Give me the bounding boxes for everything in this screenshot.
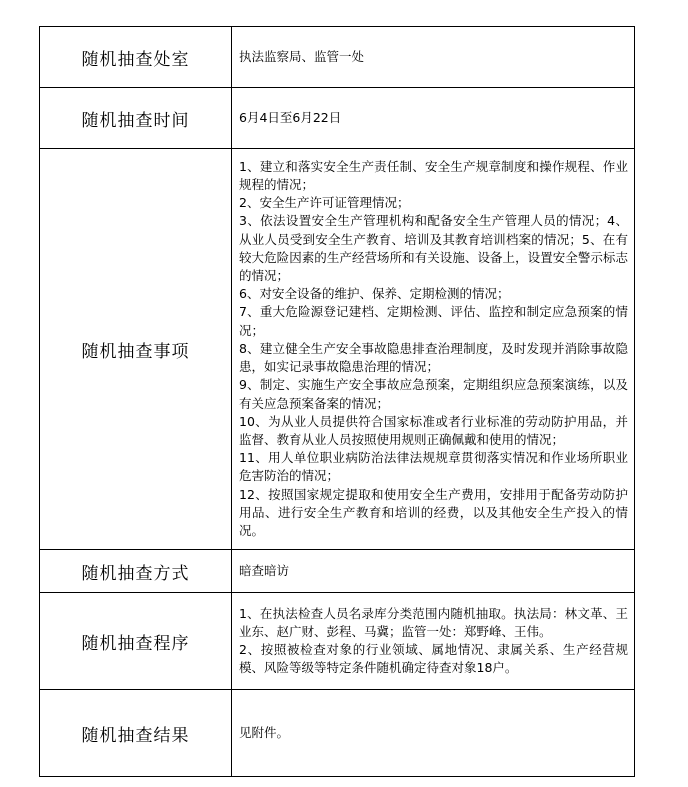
inspection-item: 12、按照国家规定提取和使用安全生产费用，安排用于配备劳动防护用品、进行安全生产教育和培训的经费，以及其他安全生产投入的情况。 — [239, 486, 628, 538]
table-row-items — [40, 149, 635, 550]
inspection-item: 9、制定、实施生产安全事故应急预案，定期组织应急预案演练，以及有关应急预案备案的情况； — [239, 377, 628, 411]
row-label-time: 随机抽查时间 — [40, 88, 232, 149]
table-row-department — [40, 27, 635, 88]
inspection-info-sheet — [39, 26, 635, 777]
row-value-procedure — [232, 593, 635, 690]
inspection-item: 8、建立健全生产安全事故隐患排查治理制度，及时发现并消除事故隐患，如实记录事故隐患治理的情况； — [239, 340, 628, 375]
inspection-item: 1、建立和落实安全生产责任制、安全生产规章制度和操作规程、作业规程的情况； — [239, 158, 628, 193]
procedure-item: 1、在执法检查人员名录库分类范围内随机抽取。执法局：林文革、王业东、赵广财、彭程、马冀；监管一处：郑野峰、王伟。 — [239, 605, 628, 639]
inspection-item: 3、依法设置安全生产管理机构和配备安全生产管理人员的情况；4、从业人员受到安全生产教育、培训及其教育培训档案的情况；5、在有较大危险因素的生产经营场所和有关设施、设备上，设置安全警示标志的情况； — [239, 213, 628, 284]
row-value-department: 执法监察局、监管一处 — [232, 27, 635, 88]
table-row-result — [40, 690, 635, 777]
row-label-result: 随机抽查结果 — [40, 690, 232, 777]
inspection-item: 10、为从业人员提供符合国家标准或者行业标准的劳动防护用品，并监督、教育从业人员按照使用规则正确佩戴和使用的情况； — [239, 413, 628, 447]
row-label-items: 随机抽查事项 — [40, 149, 232, 550]
row-label-method: 随机抽查方式 — [40, 550, 232, 593]
inspection-item: 2、安全生产许可证管理情况； — [239, 195, 410, 211]
table-row-procedure — [40, 593, 635, 690]
row-value-time: 6月4日至6月22日 — [232, 88, 635, 149]
inspection-info-table — [39, 26, 635, 777]
table-row-time — [40, 88, 635, 149]
inspection-item: 6、对安全设备的维护、保养、定期检测的情况； — [239, 286, 510, 302]
row-label-procedure: 随机抽查程序 — [40, 593, 232, 690]
row-value-method: 暗查暗访 — [232, 550, 635, 593]
procedure-item: 2、按照被检查对象的行业领域、属地情况、隶属关系、生产经营规模、风险等级等特定条件随机确定待查对象18户。 — [239, 642, 628, 676]
row-value-items — [232, 149, 635, 550]
row-label-department: 随机抽查处室 — [40, 27, 232, 88]
row-value-result: 见附件。 — [232, 690, 635, 777]
inspection-item: 7、重大危险源登记建档、定期检测、评估、监控和制定应急预案的情况； — [239, 304, 628, 338]
inspection-item: 11、用人单位职业病防治法律法规规章贯彻落实情况和作业场所职业危害防治的情况； — [239, 450, 628, 484]
table-row-method — [40, 550, 635, 593]
